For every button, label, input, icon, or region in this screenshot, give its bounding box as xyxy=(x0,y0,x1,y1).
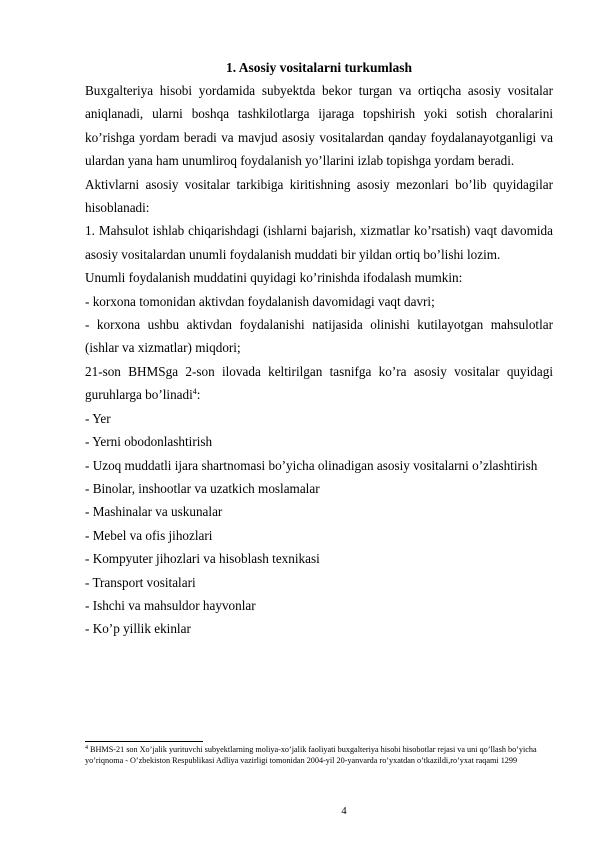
group-item-animals: - Ishchi va mahsuldor hayvonlar xyxy=(85,597,256,613)
paragraph-bookkeeping-purpose: Buxgalteriya hisobi yordamida subyektda bekor turgan va ortiqcha asosiy vositalar aniqlanadi, ularni boshqa tashkilotlarga ijaraga topshirish yoki sotish choralarini ko’rishga yordam beradi va mavjud asosiy vositalardan qanday foydalanayotganligi va ulardan yana ham unumliroq foydalanish yo’llarini izlab topishga yordam beradi. xyxy=(85,83,553,169)
classification-intro-text: 21-son BHMSga 2-son ilovada keltirilgan tasnifga ko’ra asosiy vositalar quyidagi guruhlarga bo’linadi xyxy=(85,363,553,403)
group-item-transport: - Transport vositalari xyxy=(85,574,196,590)
paragraph-criteria-intro: Aktivlarni asosiy vositalar tarkibiga kiritishning asosiy mezonlari bo’lib quyidagilar hisoblanadi: xyxy=(85,176,553,216)
section-title: 1. Asosiy vositalarni turkumlash xyxy=(225,60,413,75)
group-item-land: - Yer xyxy=(85,410,111,426)
group-item-machinery: - Mashinalar va uskunalar xyxy=(85,504,223,520)
footnote-text: BHMS-21 son Xo’jalik yurituvchi subyektlarning moliya-xo’jalik faoliyati buxgalteriya hisobi hisobotlar rejasi va uni qo’llash bo’yicha yo’riqnoma - O’zbekiston Respublikasi Adliya vazirligi tomonidan 2004-yil 20-yanvarda ro’yxatdan o’tkazildi,ro’yxat raqami 1299 xyxy=(85,745,537,765)
classification-colon: : xyxy=(196,387,201,403)
group-item-perennial-crops: - Ko’p yillik ekinlar xyxy=(85,621,191,637)
group-item-leasehold-development: - Uzoq muddatli ijara shartnomasi bo’yicha olinadigan asosiy vositalarni o’zlashtirish xyxy=(85,457,538,473)
group-item-computers: - Kompyuter jihozlari va hisoblash texnikasi xyxy=(85,551,320,567)
paragraph-classification-intro xyxy=(85,360,553,407)
footnote-reference[interactable]: 4 xyxy=(192,387,197,397)
page-number: 4 xyxy=(341,806,347,817)
footnote-divider xyxy=(85,741,203,742)
footnote xyxy=(85,744,553,766)
group-item-buildings: - Binolar, inshootlar va uzatkich moslamalar xyxy=(85,480,320,496)
paragraph-useful-life-intro: Unumli foydalanish muddatini quyidagi ko’rinishda ifodalash mumkin: xyxy=(85,270,463,286)
footnote-marker: 4 xyxy=(85,745,88,751)
list-item-output-quantity: - korxona ushbu aktivdan foydalanishi natijasida olinishi kutilayotgan mahsulotlar (ishlar va xizmatlar) miqdori; xyxy=(85,317,553,356)
group-item-land-improvement: - Yerni obodonlashtirish xyxy=(85,434,213,450)
paragraph-criterion-1: 1. Mahsulot ishlab chiqarishdagi (ishlarni bajarish, xizmatlar ko’rsatish) vaqt davomida asosiy vositalardan unumli foydalanish muddati bir yildan ortiq bo’lishi lozim. xyxy=(85,223,553,262)
group-item-furniture: - Mebel va ofis jihozlari xyxy=(85,527,213,543)
list-item-time-period: - korxona tomonidan aktivdan foydalanish davomidagi vaqt davri; xyxy=(85,293,435,309)
body-text xyxy=(85,79,553,641)
